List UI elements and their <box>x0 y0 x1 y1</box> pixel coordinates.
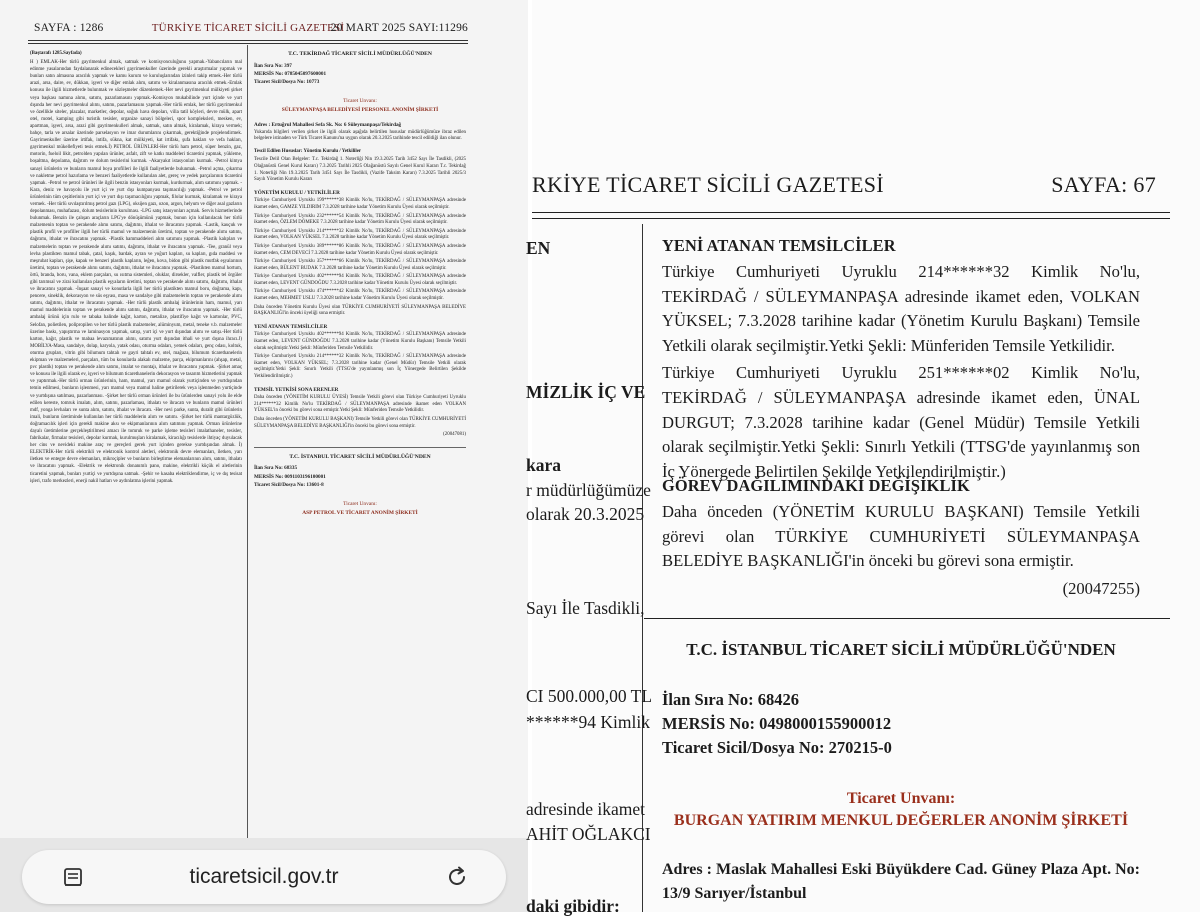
registry-file-number-2: Ticaret Sicil/Dosya No: 13601-8 <box>254 481 324 488</box>
left-page-number: SAYFA : 1286 <box>34 22 104 34</box>
trade-name: BURGAN YATIRIM MENKUL DEĞERLER ANONİM ŞİRKETİ <box>673 812 1129 829</box>
left-column-1 <box>30 50 242 840</box>
registry-file-number: Ticaret Sicil/Dosya No: 270215-0 <box>662 738 892 757</box>
notice-separator <box>254 447 466 448</box>
browser-address-bar <box>0 838 528 912</box>
board-section-title: YÖNETİM KURULU / YETKİLİLER <box>254 189 340 196</box>
right-zoomed-page <box>526 0 1200 916</box>
mersis-number: MERSİS No: 0785045097600001 <box>254 70 327 77</box>
board-member-paragraph: Türkiye Cumhuriyeti Uyruklu 402******94 Kimlik No'lu, TEKİRDAĞ / SÜLEYMANPAŞA adresinde ikamet eden, LEVENT GÜNDOĞDU 7.3.2028 tarihine kadar Yönetim Kurulu Üyesi olarak seçilmiştir. <box>254 274 466 286</box>
left-header-rule <box>28 40 468 41</box>
trade-name-label: Ticaret Unvanı: <box>343 98 377 105</box>
trade-name-2: ASP PETROL VE TİCARET ANONİM ŞİRKETİ <box>302 509 418 516</box>
trade-name-label-2: Ticaret Unvanı: <box>343 500 377 507</box>
left-column-2 <box>254 50 466 840</box>
mersis-number: MERSİS No: 0498000155900012 <box>662 714 892 733</box>
cut-fragment: Sayı İle Tasdikli, <box>526 598 645 618</box>
cut-fragment: EN <box>526 238 551 258</box>
cut-fragment: daki gibidir: <box>526 896 620 916</box>
duty-change-block <box>662 476 1140 601</box>
board-member-paragraph: Türkiye Cumhuriyeti Uyruklu 232******54 Kimlik No'lu, TEKİRDAĞ / SÜLEYMANPAŞA adresinde ikamet eden, ÖZLEM DÖMEKE 7.3.2028 tarihine kadar Yönetim Kurulu Üyesi olarak seçilmiştir. <box>254 213 466 226</box>
url-pill[interactable] <box>22 850 506 904</box>
ended-authority-title: TEMSİL YETKİSİ SONA ERENLER <box>254 386 339 393</box>
left-gazette-page <box>0 0 528 912</box>
board-member-paragraph: Türkiye Cumhuriyeti Uyruklu 474******42 Kimlik No'lu, TEKİRDAĞ / SÜLEYMANPAŞA adresinde ikamet eden, MEHMET USLU 7.3.2028 tarihine kadar Yönetim Kurulu Üyesi olarak seçilmiştir. <box>254 289 466 302</box>
company-address: Adres : Ertuğrul Mahallesi Sefa Sk. No: 6 Süleymanpaşa/Tekirdağ <box>254 122 402 129</box>
mersis-number-2: MERSİS No: 0091103196100001 <box>254 473 326 480</box>
evidence-documents: Tescile Delil Olan Belgeler: T.c. Tekirdağ 1. Noterliği Nin 19.3.2025 Tarih 3452 Sayı İle Tasdikli, (2025 Olağanüstü Genel Kurul Kararı) 7.3.2025 Tarihli 2025 Olağanüstü Sayılı Genel Kurul Kararı T.c. Tekirdağ 1. Noterliği Nin 19.3.2025 Tarih 3451 Sayı İle Tasdikli, (Vazife Taksim Kararı) 7.3.2025 Tarihli 2025/3 Sayılı Yönetim Kurulu Kararı <box>254 157 466 183</box>
board-member-paragraph: Türkiye Cumhuriyeti Uyruklu 389******86 Kimlik No'lu, TEKİRDAĞ / SÜLEYMANPAŞA adresinde ikamet eden, CEM DEVECİ 7.3.2028 tarihine kadar Yönetim Kurulu Üyesi olarak seçilmiştir. <box>254 243 466 256</box>
reload-icon[interactable] <box>444 864 470 890</box>
left-gazette-title: TÜRKİYE TİCARET SİCİLİ GAZETESİ <box>151 22 345 34</box>
cut-fragment: r müdürlüğümüze <box>526 480 651 500</box>
trade-name: SÜLEYMANPAŞA BELEDİYESİ PERSONEL ANONİM ŞİRKETİ <box>281 106 439 113</box>
notice-reference: (20047255) <box>1062 578 1140 598</box>
board-member-paragraph: Türkiye Cumhuriyeti Uyruklu 357******66 Kimlik No'lu, TEKİRDAĞ / SÜLEYMANPAŞA adresinde ikamet eden, BÜLENT BUDAK 7.3.2028 tarihine kadar Yönetim Kurulu Üyesi olarak seçilmiştir. <box>254 259 466 271</box>
intro-paragraph: Yukarıda bilgileri verilen şirket ile ilgili olarak aşağıda belirtilen hususlar müdürlüğümüze ibraz edilen belgelere istinaden ve Türk Ticaret Kanunu'na uygun olarak 20.3.2025 tarihinde tescil edildiği ilan olunur. <box>254 129 466 142</box>
ilan-number: İlan Sıra No: 397 <box>254 62 292 69</box>
registered-matters: Tescil Edilen Hususlar: Yönetim Kurulu / Yetkililer <box>254 148 362 154</box>
new-representatives-title: YENİ ATANAN TEMSİLCİLER <box>254 323 328 330</box>
right-header-rule <box>532 212 1170 213</box>
right-page-number: SAYFA: 67 <box>1051 172 1156 197</box>
cut-fragment: MİZLİK İÇ VE <box>526 382 646 402</box>
ilan-number-2: İlan Sıra No: 68335 <box>254 465 298 472</box>
cut-fragment: AHİT OĞLAKCI <box>526 824 651 844</box>
notice-reference: (20047081) <box>443 432 466 438</box>
notice-separator <box>644 618 1170 619</box>
cut-fragment: ******94 Kimlik <box>526 712 650 732</box>
new-representatives-block <box>662 236 1140 487</box>
ended-authority-paragraph: Daha önceden (YÖNETİM KURULU BAŞKANI) Temsile Yetkili görevi olan TÜRKİYE CUMHURİYETİ SÜLEYMANPAŞA BELEDİYE BAŞKANLIĞI'in önceki bu görevi sona ermiştir. <box>254 416 466 429</box>
activity-text: H ) EMLAK-Her türlü gayrimenkul almak, satmak ve komisyonculuğunu yapmak.-Yabancıların mal edinme yasalarından faydalanarak edinecekleri gayrimenkuller üzerinde gerekli araştırmalar yapmak ve bunları satın almasına aracılık yapmak ve kamu kurum ve kuruluşlarından izinleri takip etmek.-Her türlü arazi, arsa, daire, ev, dükkan, işyeri ve diğer emlak alım, satımı ve kiralanmasına aracılık etmek.-Emlak konusu ile ilgili hizmetlerde bulunmak ve sözleşmeler düzenlemek.-Her nevi gayrimenkul mülkiyeti şirket veya başkası namına alımı, satımı, pazarlamasını yapmak.-Komisyon mukabilinde yurt içinde ve yurt dışında her nevi gayrimenkul alımı, satımı, pazarlamasını yapmak.-Her türlü emlak, her türlü gayrimenkul ve özellikle siteler, plazalar, marketler, depolar, soğuk hava depoları, villa tatil köyleri, devre mülk, apart otel, motel, kamping gibi turistik tesisler, organize sanayi bölgeleri, spor kompleksleri, mesken, ev, apartman, işyeri, arsa, arazi gibi gayrimenkulleri almak, satmak, satın almak, kiralamak, kiraya vermek; bahçe, tarla ve arsalar üzerinde parselasyon ve imar durumlarını çıkarmak, gerektiğinde projelendirmek. Gayrimenkuller üzerine irtifak, intifa, sükna, kat mülkiyeti, kat irtifakı, şufa hakları ve vefa hakları, gayrimenkul mükellefiyeti tesis etmek.İ) PETROL ÜRÜNLERİ-Her türlü ham petrol, süper benzin, gaz, motorin, fueloil likit, petrolden yapılan ürünler, asfalt, zift ve katkı maddeleri ticaretini yapmak, yükleme, boşaltma, depolama, dağıtım ve dolum tesislerini kurmak. -Akaryakıt istasyonları kurmak. -Petrol kimya sanayi ürünlerin ve bunların mamul boya profilleri ile ilgili faaliyetlerde bulunmak. -Petrol açma, çıkarma ve nakletme petrol hazırlama ve benzeri faaliyetlerde kullanılan alet, gereç ve yedek parçalarının ticaretini yapmak. -Petrol ve petrol ürünleri ile ilgili benzin istasyonları kurmak, kurdurmak, alım satımını yapmak. -Kara, deniz ve havayolu ile yurt içi ve yurt dışı kumpanyası taşımacılığı yapmak. -Petrol ve petrol ürünlerinin tüm çeşitlerinin yurt içi ve yurt dışı taşımacılığını yapmak, filolar kurmak, kiralamak ve kiraya vermek. -Her türlü sıvılaştırılmış petrol gazı (LPG), oksijen gazı, ozon, argon, helyum ve diğer asal gazların depolanması, muhafazası, dolum tesislerinin kurulması. -LPG satış istasyonları açmak. Servis hizmetlerinde bulunmak. Benzin ile çalışan araçların LPG'ye dönüşümünü yapmak, bunun için kullanılacak her türlü malzemenin toptan ve perakende alımı satımı, dağıtımı, ithalat ve ihracatını yapmak. -Lastik, kauçuk ve plastik profil ve profiller ilgili her türlü mamul ve malzemenin üretimi, toptan ve perakende alımı satımı, dağıtımı, ithalat ve ihracatını yapmak. -Plastik hammaddeleri alım satımını yapmak. -Plastik kalıpları ve malzemelerin toptan ve perakende alımı satımı, dağıtımı, ithalat ve ihracatını yapmak. -Tee, granül veya levha plastikten mamul tabak, çatal, kaşık, bardak, ayran ve yoğurt kapları, su kapları, gıda maddesi ve meşrubat kapları, şişe, kapak ve benzeri plastik kapların, leğen, kova, bidon gibi plastik mutfak eşyalarının üretimi, toptan ve perakende alımı satımı, dağıtımı, ithalat ve ihracatını yapmak. -Plastikten mamul hortum, örtü, branda, boru, vana, eklem parçaları, su ısıtma sistemleri, oluklar, dirsekler, valfler, plastik tel örgüler gibi tarımsal ve zirai kullanılan plastik eşyaların üretimi, toptan ve perakende alımı satımı, dağıtımı, ithalat ve ihracatını yapmak. -İnşaat sanayi ve konutlarla ilgili her türlü plastikten mamul boru, doğrama, kapı, pencere, sineklik, dekorasyon ve süs eşyası, masa ve sandalye gibi malzemelerin toptan ve perakende alımı satımı, dağıtımı, ithalat ve ihracatını yapmak. -Her türlü plastik ambalaj ürünlerinin ham, mamul, yarı mamul maddelerinin toptan ve perakende alımı satımı, dağıtımı, ithalat ve ihracatını yapmak. -Her türlü ambalaj ürünü için rulo ve tabaka halinde kağıt, karton, metalize, plastifiye kağıt ve kartonlar, PVC, Selofan, polietilen, polipropilen ve her türlü plastik malzemeler, alüminyum, metal, teneke v.b. malzemeler üzerine baskı, yapıştırma ve laminasyon yapmak, satışı, yurt içi ve yurt dışından alımı ve satışı.-Her türlü karton, kağıt, plastik ve mabaa levazımatının alımı, satımı yurt dışından ithali ve yurt dışına ihracı.J) MOBİLYA-Masa, sandalye, dolap, karyola, yatak odası, oturma odaları, yemek odaları, genç odası, koltuk, oturma grupları, vitrin gibi bilumum tahtalı ve gayri tahtalı ev, otel, mağaza, bilumum ticarethanelerin ekipman ve malzemeleri, parçaları, tüm bu konularda alakalı malzeme, parça, ekipmanlarını (ahşap, metal, pvc plastik) toptan ve perakende alım satımı, imalat ve montajı, ithalat ve ihracatını yapmak. -Şirket amaç ve konusu ile ilgili olarak ev, işyeri ve bilumum ticarethanelerin dekorasyon ve tasarım hizmetlerini yapmak ve yaptırmak.-Her türlü orman ürünlerinin, ham, mamul, yarı mamul olarak yurtiçinden ve yurtdışından temin edilmesi, bunların işlenmesi, yarı mamul veya mamul haline getirilerek veya işlenmeden yurtiçinde ve yurtdışına satılması, pazarlanması. -Şirket her türlü orman ürünleri ile bu ürünlerden sanayi yolu ile elde edilen kereste, tomruk imalatı, alım, satımı, pazarlaması, ithalatı ve ihracatı ve bunların mamul ürünleri mdf, yonga levhaları ve sunta alım, satımı, ithalat ve ihracatı. -Her nevi parke, sunta, duralit gibi ürünlerin imali, bunların üretiminde kullanılan her türlü maddelerin alım ve satımı. -Şirket her türlü mantargözlük, doğramacılık işleri için gerekli makine aksı ve ekipmanlarının alım satımını yapmak. Orman ürünlerine dayalı üretimlerine gerçekleştirilmesi amacı ile tomruk ve parke işleme tesisleri imalathaneler, tesisler, fabrikalar, firmalar tesisleri, depolar kurmak, kurulmuşları kiralamak, kiracılığı tesislerde ihtiyaç duyulacak her cins ve nevideki makine araç ve gereçleri gerek yurt içinden gerekse yurtdışından almak. İ) ELEKTRİK-Her türlü elektrikli ve elektronik kontrol aletleri, elektronik devre elemanları, iletken, yarı iletken ve entegre devre elemanları, mikroçipler ve bunların birleştirme elemanlarının alım, satımı, ithalatı ve ihracatını yapmak. -Elektrik ve elektronik donanımlı pano, makine, elektrikli küçük el aletlerinin ticaretini yapmak, bunları yurtiçi ve yurtdışına satmak. -Şehir ve kasaba elektriklendirme, iç ve dış tesisat işleri, trafo merkezleri, enerji nakil hatları ve aydınlatma işlerini yapmak. <box>30 60 242 484</box>
representative-paragraph: Türkiye Cumhuriyeti Uyruklu 251******02 Kimlik No'lu, TEKİRDAĞ / SÜLEYMANPAŞA adresinde ikamet eden, ÜNAL DURGUT; 7.3.2028 tarihine kadar (Genel Müdür) Temsile Yetkili olarak seçilmiştir.Yetki Şekli: Sınırlı Yetkili (TTSG'de yayınlanmış son İç Yönergede Belirtilen Şekilde Yetkilendirilmiştir.) <box>662 363 1140 481</box>
left-column-divider <box>247 45 248 845</box>
left-page-header <box>28 20 468 40</box>
board-member-paragraph: Türkiye Cumhuriyeti Uyruklu 199******38 Kimlik No'lu, TEKİRDAĞ / SÜLEYMANPAŞA adresinde ikamet eden, GAMZE YILDIRIM 7.3.2028 tarihine kadar Yönetim Kurulu Üyesi olarak seçilmiştir. <box>254 198 466 210</box>
duty-change-paragraph: Daha önceden (YÖNETİM KURULU BAŞKANI) Temsile Yetkili görevi olan TÜRKİYE CUMHURİYETİ SÜLEYMANPAŞA BELEDİYE BAŞKANLIĞI'in önceki bu görevi sona ermiştir. <box>662 502 1140 571</box>
ended-authority-paragraph: Daha önceden (YÖNETİM KURULU ÜYESİ) Temsile Yetkili görevi olan Türkiye Cumhuriyeti Uyruklu 214******32 Kimlik No'lu TEKİRDAĞ / SÜLEYMANPAŞA adresinde ikamet eden VOLKAN YÜKSEL'in önceki bu görevi sona ermiştir.Yetki Şekli: Münferiden Temsile Yetkilidir. <box>254 395 466 414</box>
right-gazette-title: RKİYE TİCARET SİCİLİ GAZETESİ <box>532 172 884 197</box>
registry-office-title-2: T.C. İSTANBUL TİCARET SİCİLİ MÜDÜRLÜĞÜ'NDEN <box>289 453 431 460</box>
new-representatives-title: YENİ ATANAN TEMSİLCİLER <box>662 236 896 255</box>
company-address: Adres : Maslak Mahallesi Eski Büyükdere Cad. Güney Plaza Apt. No: 13/9 Sarıyer/İstanbul <box>662 861 1140 902</box>
duty-change-title: GÖREV DAĞILIMINDAKİ DEĞİŞİKLİK <box>662 476 970 495</box>
ilan-number: İlan Sıra No: 68426 <box>662 690 800 709</box>
left-issue-date: 20 MART 2025 SAYI:11296 <box>330 22 468 34</box>
registry-file-number: Ticaret Sicil/Dosya No: 10773 <box>254 79 320 85</box>
representative-paragraph: Türkiye Cumhuriyeti Uyruklu 214******32 Kimlik No'lu, TEKİRDAĞ / SÜLEYMANPAŞA adresinde ikamet eden, VOLKAN YÜKSEL; 7.3.2028 tarihine kadar (Yönetim Kurulu Başkanı) Temsile Yetkili olarak seçilmiştir.Yetki Şekli: Münferiden Temsile Yetkilidir. <box>662 262 1140 355</box>
cut-fragment: CI 500.000,00 TL <box>526 686 653 706</box>
registry-office-title: T.C. TEKİRDAĞ TİCARET SİCİLİ MÜDÜRLÜĞÜ'NDEN <box>288 51 432 57</box>
right-header-rule-2 <box>532 218 1170 219</box>
url-text[interactable]: ticaretsicil.gov.tr <box>189 865 339 888</box>
board-member-paragraph: Türkiye Cumhuriyeti Uyruklu 214******32 Kimlik No'lu, TEKİRDAĞ / SÜLEYMANPAŞA adresinde ikamet eden, VOLKAN YÜKSEL 7.3.2028 tarihine kadar Yönetim Kurulu Üyesi olarak seçilmiştir. <box>254 228 466 241</box>
registry-office-title: T.C. İSTANBUL TİCARET SİCİLİ MÜDÜRLÜĞÜ'NDEN <box>686 640 1116 659</box>
trade-name-label: Ticaret Unvanı: <box>846 790 956 807</box>
cut-fragment: kara <box>526 455 561 475</box>
representative-paragraph: Türkiye Cumhuriyeti Uyruklu 214******32 Kimlik No'lu, TEKİRDAĞ / SÜLEYMANPAŞA adresinde ikamet eden, VOLKAN YÜKSEL; 7.3.2028 tarihine kadar (Genel Müdür) Temsile Yetkili olarak seçilmiştir.Yetki Şekli: Sınırlı Yetkili (TTSG'de yayınlanmış son İç Yönergede Belirtilen Şekilde Yetkilendirilmiştir.) <box>254 354 466 379</box>
representative-paragraph: Türkiye Cumhuriyeti Uyruklu 402******94 Kimlik No'lu, TEKİRDAĞ / SÜLEYMANPAŞA adresinde ikamet eden, LEVENT GÜNDOĞDU 7.3.2028 tarihine kadar (Yönetim Kurulu Başkanı) Temsile Yetkili olarak seçilmiştir.Yetki Şekli: Münferiden Temsile Yetkilidir. <box>254 332 466 351</box>
left-header-rule-2 <box>28 43 468 44</box>
cut-fragment: adresinde ikamet <box>526 799 646 819</box>
continued-note: (Baştarafı 1285.Sayfada) <box>30 51 82 56</box>
board-member-paragraph: Daha önceden Yönetim Kurulu Üyesi olan TÜRKİYE CUMHURİYETİ SÜLEYMANPAŞA BELEDİYE BAŞKANLIĞI'in önceki üyeliği sona ermiştir. <box>254 304 466 317</box>
cut-fragment: olarak 20.3.2025 <box>526 504 645 524</box>
